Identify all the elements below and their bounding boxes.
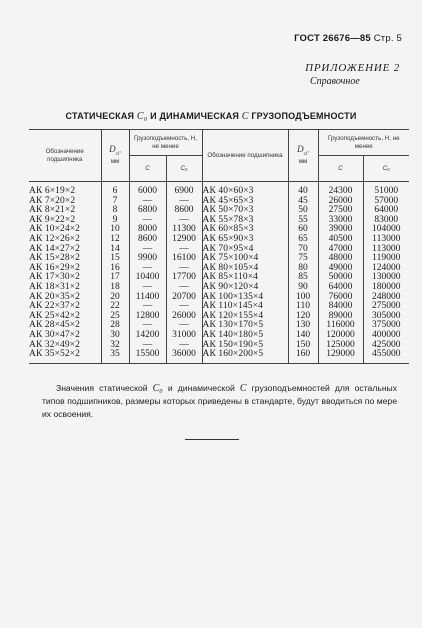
table-bottom-cell	[101, 360, 129, 364]
static-capacity: 119000	[363, 254, 409, 264]
appendix-note: Справочное	[310, 76, 360, 87]
static-capacity: 305000	[363, 312, 409, 322]
bearing-dc: 18	[101, 283, 129, 293]
dynamic-capacity: 89000	[318, 312, 363, 322]
dynamic-capacity: 125000	[318, 341, 363, 351]
bearing-dc: 22	[101, 302, 129, 312]
static-capacity: 124000	[363, 264, 409, 274]
dynamic-capacity: 14200	[129, 331, 166, 341]
dynamic-capacity: 15500	[129, 350, 166, 360]
static-capacity: 455000	[363, 350, 409, 360]
table-bottom-border	[29, 360, 409, 364]
static-capacity: —	[166, 283, 202, 293]
bearing-dc: 90	[288, 283, 318, 293]
bearing-dc: 50	[288, 206, 318, 216]
static-capacity: 104000	[363, 225, 409, 235]
static-capacity: 400000	[363, 331, 409, 341]
dynamic-capacity: 33000	[318, 216, 363, 226]
static-capacity: —	[166, 321, 202, 331]
bearing-dc: 150	[288, 341, 318, 351]
bearing-dc: 30	[101, 331, 129, 341]
static-capacity: 130000	[363, 273, 409, 283]
bearing-dc: 8	[101, 206, 129, 216]
bearing-dc: 75	[288, 254, 318, 264]
dynamic-capacity: 12800	[129, 312, 166, 322]
static-capacity: 275000	[363, 302, 409, 312]
static-capacity: 8600	[166, 206, 202, 216]
bearing-dc: 15	[101, 254, 129, 264]
bearing-designation: АК 85×110×4	[202, 273, 288, 283]
page-number: Стр. 5	[373, 33, 402, 44]
dynamic-capacity: —	[129, 245, 166, 255]
col-c0-right: C₀	[363, 156, 409, 182]
static-capacity: 64000	[363, 206, 409, 216]
col-load-right: Грузоподъемность, Н, не менее	[318, 130, 409, 156]
bearing-dc: 20	[101, 293, 129, 303]
bearing-dc: 6	[101, 182, 129, 197]
bearing-designation: АК 55×78×3	[202, 216, 288, 226]
static-capacity: 20700	[166, 293, 202, 303]
static-capacity: 11300	[166, 225, 202, 235]
bearing-dc: 28	[101, 321, 129, 331]
bearing-designation: АК 28×45×2	[29, 320, 81, 331]
bearing-dc: 25	[101, 312, 129, 322]
col-designation-left: Обозначение подшипника	[29, 130, 101, 182]
static-capacity: 31000	[166, 331, 202, 341]
dynamic-capacity: 48000	[318, 254, 363, 264]
bearing-dc: 16	[101, 264, 129, 274]
bearing-designation: АК 30×47×2	[29, 329, 81, 340]
bearing-dc: 40	[288, 182, 318, 197]
dynamic-capacity: 24300	[318, 182, 363, 197]
closing-rule	[185, 439, 239, 440]
bearing-designation: АК 22×37×2	[29, 301, 81, 312]
table-title: СТАТИЧЕСКАЯ C₀ И ДИНАМИЧЕСКАЯ C ГРУЗОПОДЪЕМНОСТИ	[65, 111, 357, 122]
page-header	[294, 33, 402, 44]
dynamic-capacity: 9900	[129, 254, 166, 264]
bearing-dc: 45	[288, 197, 318, 207]
table-body	[29, 182, 409, 364]
footnote-paragraph: Значения статической C₀ и динамической C грузоподъемностей для остальных типов подшипников, размеры которых приведены в стандарте, будут вводиться по мере их освоения.	[42, 383, 398, 419]
bearing-designation: АК 65×90×3	[202, 235, 288, 245]
static-capacity: 57000	[363, 197, 409, 207]
bearing-designation: АК 14×27×2	[29, 243, 81, 254]
bearing-designation: АК 75×100×4	[202, 254, 288, 264]
appendix-title: ПРИЛОЖЕНИЕ 2	[305, 62, 400, 74]
bearing-designation: АК 16×29×2	[29, 262, 81, 273]
bearing-designation: АК 18×31×2	[29, 281, 81, 292]
bearing-dc: 9	[101, 216, 129, 226]
col-designation-right: Обозначение подшипника	[202, 130, 288, 182]
bearing-designation: АК 90×120×4	[202, 283, 288, 293]
static-capacity: 17700	[166, 273, 202, 283]
bearing-designation: АК 40×60×3	[202, 182, 288, 197]
dynamic-capacity: —	[129, 264, 166, 274]
dynamic-capacity: —	[129, 341, 166, 351]
static-capacity: 6900	[166, 182, 202, 197]
dynamic-capacity: 26000	[318, 197, 363, 207]
dynamic-capacity: —	[129, 216, 166, 226]
bearing-designation: АК 70×95×4	[202, 245, 288, 255]
static-capacity: 113000	[363, 235, 409, 245]
bearing-dc: 32	[101, 341, 129, 351]
table-row	[29, 350, 409, 360]
bearing-dc: 35	[101, 350, 129, 360]
static-capacity: 16100	[166, 254, 202, 264]
static-capacity: —	[166, 302, 202, 312]
bearing-designation: АК 7×20×2	[29, 195, 76, 206]
dynamic-capacity: 6000	[129, 182, 166, 197]
static-capacity: 425000	[363, 341, 409, 351]
bearing-designation: АК 15×28×2	[29, 253, 81, 264]
bearing-designation: АК 110×145×4	[202, 302, 288, 312]
dynamic-capacity: 129000	[318, 350, 363, 360]
bearing-designation: АК 120×155×4	[202, 312, 288, 322]
static-capacity: 51000	[363, 182, 409, 197]
bearing-dc: 160	[288, 350, 318, 360]
dynamic-capacity: 27500	[318, 206, 363, 216]
bearing-designation: АК 80×105×4	[202, 264, 288, 274]
dynamic-capacity: 49000	[318, 264, 363, 274]
static-capacity: —	[166, 264, 202, 274]
bearing-dc: 85	[288, 273, 318, 283]
bearing-dc: 80	[288, 264, 318, 274]
col-c-right: C	[318, 156, 363, 182]
bearing-designation: АК 130×170×5	[202, 321, 288, 331]
dynamic-capacity: 120000	[318, 331, 363, 341]
dynamic-capacity: 84000	[318, 302, 363, 312]
bearing-designation: АК 20×35×2	[29, 291, 81, 302]
bearing-dc: 55	[288, 216, 318, 226]
table-row	[29, 182, 409, 197]
bearing-designation: АК 60×85×3	[202, 225, 288, 235]
bearing-designation: АК 50×70×3	[202, 206, 288, 216]
dynamic-capacity: 40500	[318, 235, 363, 245]
col-c0-left: C₀	[166, 156, 202, 182]
bearing-designation: АК 17×30×2	[29, 272, 81, 283]
dynamic-capacity: 10400	[129, 273, 166, 283]
bearing-designation: АК 25×42×2	[29, 310, 81, 321]
col-dc-left: $D_{cl}$, мм	[101, 130, 129, 182]
table-bottom-cell	[202, 360, 288, 364]
dynamic-capacity: 39000	[318, 225, 363, 235]
bearing-designation: АК 160×200×5	[202, 350, 288, 360]
table-bottom-cell	[363, 360, 409, 364]
bearing-designation: АК 100×135×4	[202, 293, 288, 303]
dynamic-capacity: 64000	[318, 283, 363, 293]
col-load-left: Грузоподъемность, Н, не менее	[129, 130, 202, 156]
bearing-designation: АК 35×52×2	[29, 349, 81, 360]
bearing-dc: 10	[101, 225, 129, 235]
bearing-designation: АК 45×65×3	[202, 197, 288, 207]
bearing-dc: 140	[288, 331, 318, 341]
static-capacity: 113000	[363, 245, 409, 255]
bearing-designation: АК 6×19×2	[29, 186, 76, 196]
col-dc-right: $D_{cl}$, мм	[288, 130, 318, 182]
table-bottom-cell	[166, 360, 202, 364]
col-c-left: C	[129, 156, 166, 182]
bearing-dc: 70	[288, 245, 318, 255]
dynamic-capacity: 8000	[129, 225, 166, 235]
table-bottom-cell	[129, 360, 166, 364]
bearing-dc: 120	[288, 312, 318, 322]
dynamic-capacity: —	[129, 302, 166, 312]
bearing-designation: АК 150×190×5	[202, 341, 288, 351]
bearing-designation: АК 8×21×2	[29, 205, 76, 216]
bearing-dc: 65	[288, 235, 318, 245]
bearing-dc: 12	[101, 235, 129, 245]
static-capacity: 180000	[363, 283, 409, 293]
bearing-designation: АК 32×49×2	[29, 339, 81, 350]
static-capacity: 12900	[166, 235, 202, 245]
dynamic-capacity: 116000	[318, 321, 363, 331]
static-capacity: —	[166, 197, 202, 207]
dynamic-capacity: —	[129, 321, 166, 331]
table-bottom-cell	[29, 360, 101, 364]
static-capacity: —	[166, 245, 202, 255]
bearing-dc: 7	[101, 197, 129, 207]
static-capacity: 248000	[363, 293, 409, 303]
bearing-designation: АК 140×180×5	[202, 331, 288, 341]
static-capacity: 36000	[166, 350, 202, 360]
dynamic-capacity: 47000	[318, 245, 363, 255]
static-capacity: 83000	[363, 216, 409, 226]
table-bottom-cell	[288, 360, 318, 364]
static-capacity: 26000	[166, 312, 202, 322]
dynamic-capacity: 6800	[129, 206, 166, 216]
dynamic-capacity: 11400	[129, 293, 166, 303]
standard-number: ГОСТ 26676—85	[294, 33, 371, 44]
dynamic-capacity: 76000	[318, 293, 363, 303]
bearing-dc: 14	[101, 245, 129, 255]
dynamic-capacity: —	[129, 283, 166, 293]
static-capacity: —	[166, 341, 202, 351]
bearing-dc: 17	[101, 273, 129, 283]
bearing-designation: АК 12×26×2	[29, 233, 81, 244]
dynamic-capacity: 50000	[318, 273, 363, 283]
bearing-dc: 110	[288, 302, 318, 312]
table-bottom-cell	[318, 360, 363, 364]
bearing-dc: 130	[288, 321, 318, 331]
load-capacity-table	[29, 129, 409, 364]
bearing-designation: АК 9×22×2	[29, 214, 76, 225]
bearing-designation: АК 10×24×2	[29, 224, 81, 235]
bearing-dc: 100	[288, 293, 318, 303]
dynamic-capacity: —	[129, 197, 166, 207]
static-capacity: —	[166, 216, 202, 226]
dynamic-capacity: 8600	[129, 235, 166, 245]
bearing-dc: 60	[288, 225, 318, 235]
static-capacity: 375000	[363, 321, 409, 331]
